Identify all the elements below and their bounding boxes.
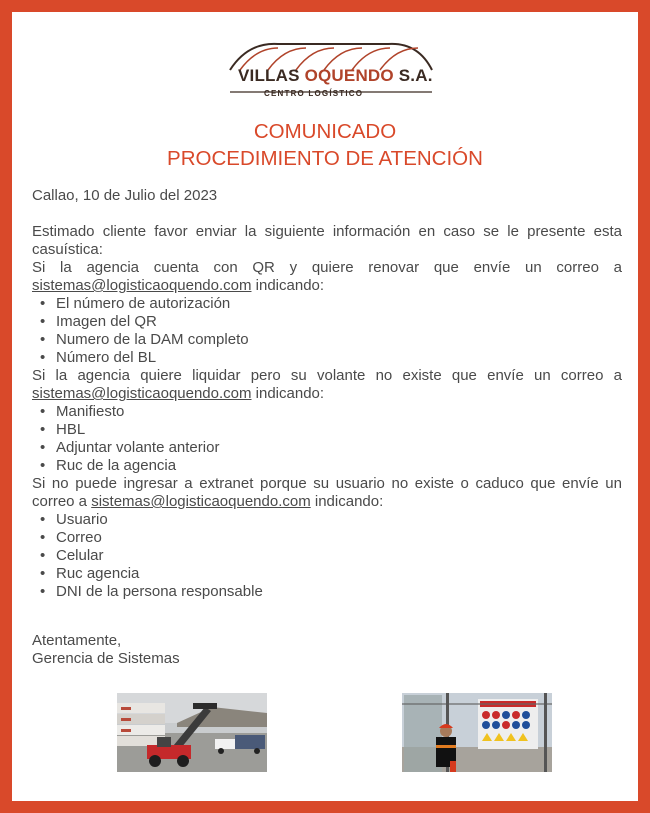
container-yard-photo xyxy=(117,693,267,772)
list-item: • Celular xyxy=(40,547,104,564)
closing-line: Atentamente, xyxy=(32,632,122,649)
section-3-lead: Si no puede ingresar a extranet porque su usuario no existe o caduco que envíe un correo a sistemas@logisticaoquendo.com indicando: xyxy=(32,475,622,510)
list-item: • Manifiesto xyxy=(40,403,125,420)
email-link[interactable]: sistemas@logisticaoquendo.com xyxy=(91,493,311,510)
list-item: • Imagen del QR xyxy=(40,313,157,330)
signature-line: Gerencia de Sistemas xyxy=(32,650,180,667)
list-item: • HBL xyxy=(40,421,86,438)
list-item: • Número del BL xyxy=(40,349,157,366)
email-link[interactable]: sistemas@logisticaoquendo.com xyxy=(32,385,252,402)
list-item: • Ruc agencia xyxy=(40,565,140,582)
list-item: • DNI de la persona responsable xyxy=(40,583,263,600)
title-procedimiento: PROCEDIMIENTO DE ATENCIÓN xyxy=(167,147,483,170)
intro-paragraph: Estimado cliente favor enviar la siguiente información en caso se le presente esta casuística: xyxy=(32,223,622,258)
section-1-lead: Si la agencia cuenta con QR y quiere renovar que envíe un correo a sistemas@logisticaoquendo.com indicando: xyxy=(32,259,622,294)
message-body xyxy=(32,187,622,668)
list-item: • El número de autorización xyxy=(40,295,231,312)
list-item: • Adjuntar volante anterior xyxy=(40,439,220,456)
section-2-lead: Si la agencia quiere liquidar pero su volante no existe que envíe un correo a sistemas@logisticaoquendo.com indicando: xyxy=(32,367,622,402)
company-logo xyxy=(228,40,434,106)
list-item: • Usuario xyxy=(40,511,108,528)
email-link[interactable]: sistemas@logisticaoquendo.com xyxy=(32,277,252,294)
list-item: • Correo xyxy=(40,529,102,546)
logo-subtitle: CENTRO LOGÍSTICO xyxy=(264,89,364,98)
gate-signage-photo xyxy=(402,693,552,772)
list-item: • Numero de la DAM completo xyxy=(40,331,249,348)
logo-wordmark: VILLAS OQUENDO S.A. xyxy=(238,66,433,85)
date-line: Callao, 10 de Julio del 2023 xyxy=(32,187,218,204)
list-item: • Ruc de la agencia xyxy=(40,457,177,474)
title-comunicado: COMUNICADO xyxy=(253,120,397,143)
section-2-list xyxy=(32,403,622,475)
announcement-page xyxy=(12,12,638,801)
section-3-list xyxy=(32,511,622,601)
section-1-list xyxy=(32,295,622,367)
